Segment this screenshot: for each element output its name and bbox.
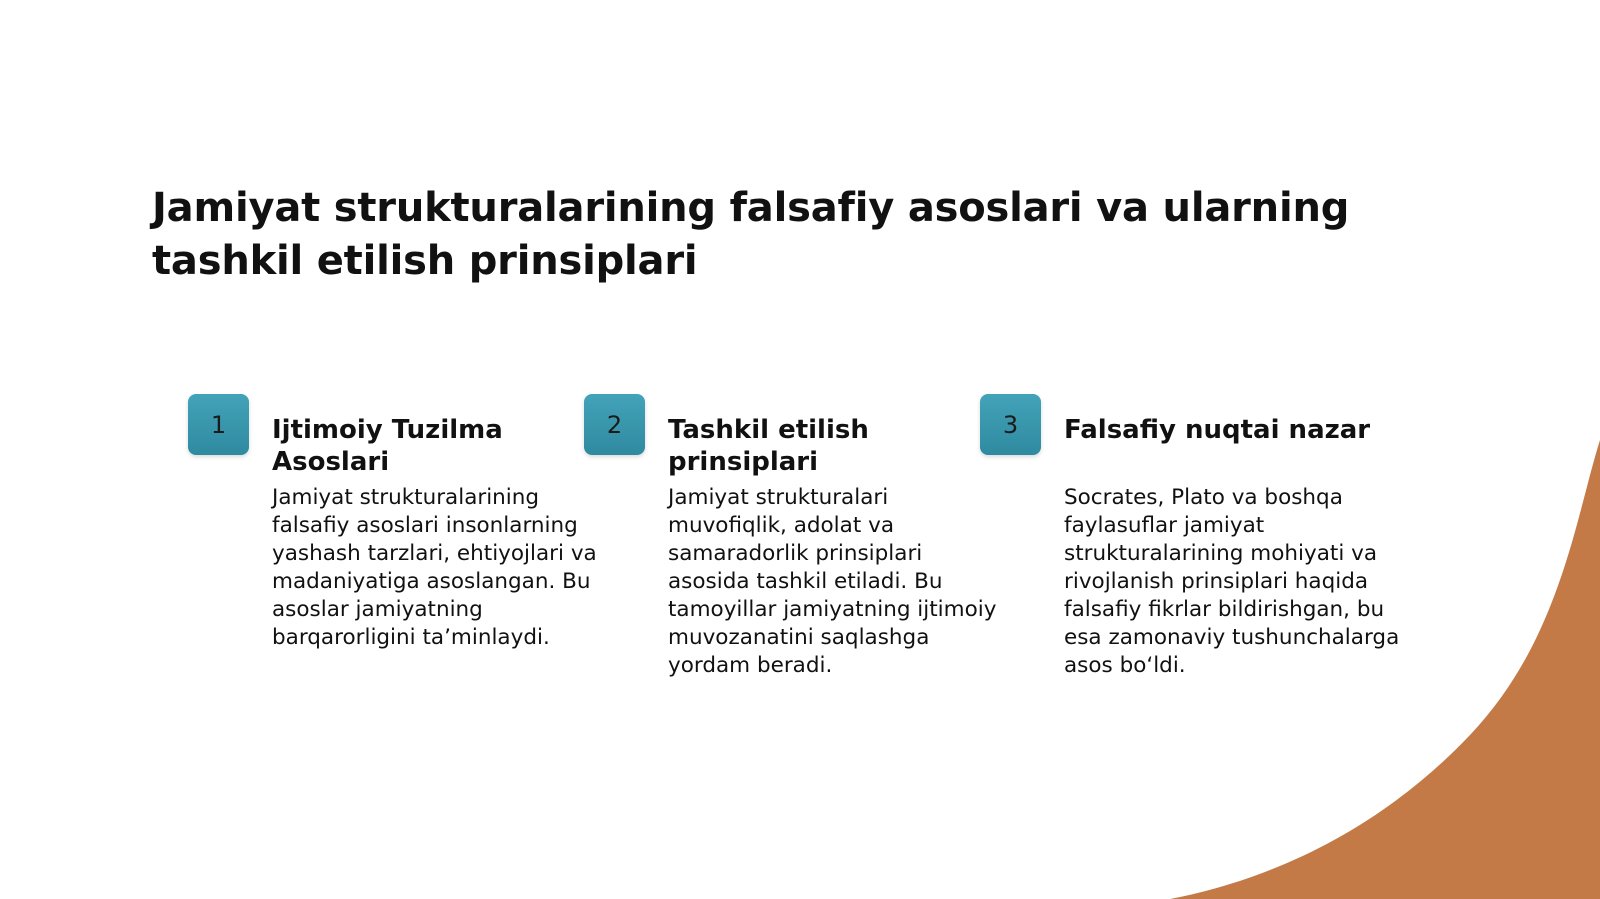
card-3 bbox=[980, 394, 1400, 714]
step-badge: 2 bbox=[584, 394, 645, 455]
card-heading: Falsafiy nuqtai nazar bbox=[1064, 415, 1371, 445]
card-2 bbox=[584, 394, 997, 714]
card-body: Jamiyat strukturalarining falsafiy asoslari insonlarning yashash tarzlari, ehtiyojlari va madaniyatiga asoslangan. Bu asoslar jamiyatning barqarorligini ta’minlaydi. bbox=[272, 485, 597, 650]
card-1 bbox=[188, 394, 597, 714]
slide-title: Jamiyat strukturalarining falsafiy asoslari va ularning tashkil etilish prinsiplari bbox=[152, 185, 1350, 284]
card-heading: Ijtimoiy Tuzilma Asoslari bbox=[272, 415, 503, 477]
step-badge: 3 bbox=[980, 394, 1041, 455]
step-badge: 1 bbox=[188, 394, 249, 455]
card-heading: Tashkil etilish prinsiplari bbox=[668, 415, 869, 477]
card-body: Socrates, Plato va boshqa faylasuflar jamiyat strukturalarining mohiyati va rivojlanish prinsiplari haqida falsafiy fikrlar bildirishgan, bu esa zamonaviy tushunchalarga asos bo‘ldi. bbox=[1064, 485, 1400, 678]
card-body: Jamiyat strukturalari muvofiqlik, adolat va samaradorlik prinsiplari asosida tashkil etiladi. Bu tamoyillar jamiyatning ijtimoiy muvozanatini saqlashga yordam beradi. bbox=[668, 485, 997, 678]
